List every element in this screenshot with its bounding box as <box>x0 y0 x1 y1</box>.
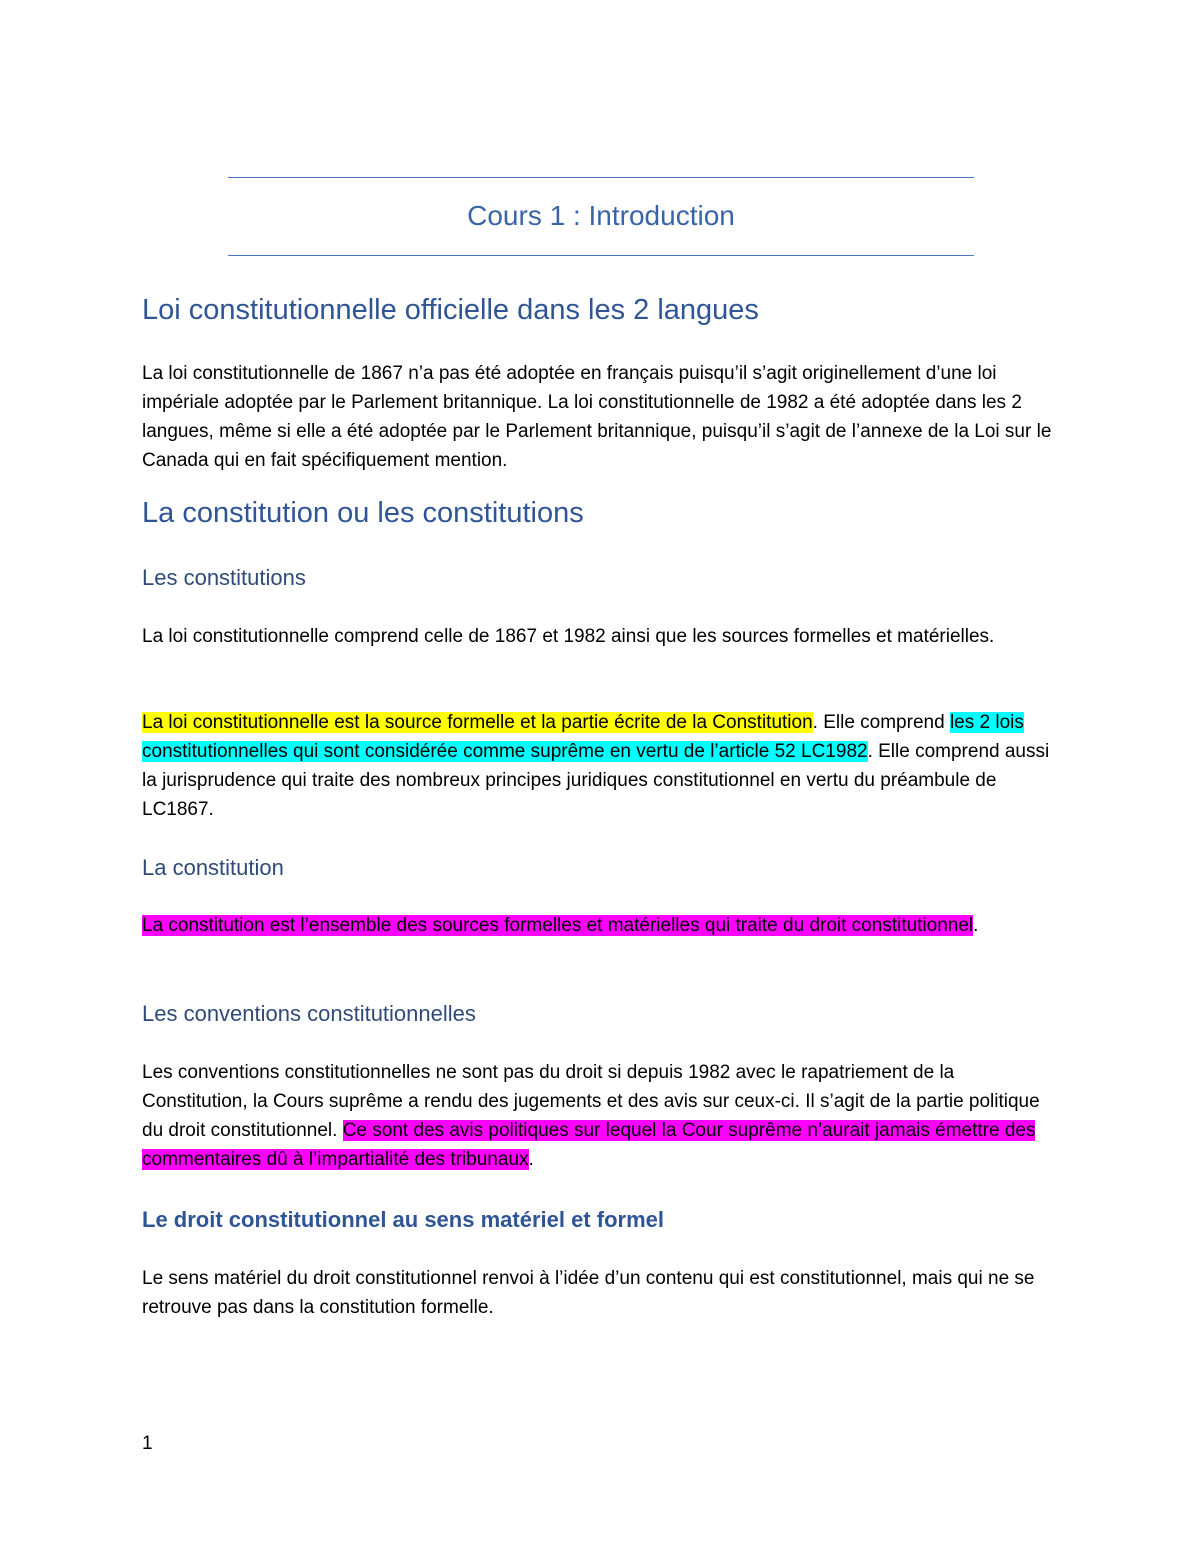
paragraph-text: . <box>528 1149 534 1170</box>
paragraph-la-constitution <box>142 911 1062 940</box>
paragraph-text: . Elle comprend <box>812 712 950 733</box>
highlight-magenta-text: La constitution est l’ensemble des sources formelles et matérielles qui traite du droit constitutionnel <box>142 915 974 936</box>
paragraph-text: . Elle comprend aussi la jurisprudence qui traite des nombreux principes juridiques constitutionnel en vertu du préambule de LC1867. <box>142 741 1050 820</box>
paragraph-droit-materiel-formel: Le sens matériel du droit constitutionnel renvoi à l’idée d’un contenu qui est constitutionnel, mais qui ne se retrouve pas dans la constitution formelle. <box>142 1268 1035 1318</box>
heading-droit-materiel-formel: Le droit constitutionnel au sens matériel et formel <box>142 1207 664 1232</box>
paragraph-les-constitutions-1: La loi constitutionnelle comprend celle de 1867 et 1982 ainsi que les sources formelles et matérielles. <box>142 626 995 647</box>
page-number: 1 <box>142 1433 153 1454</box>
highlight-yellow-text: La loi constitutionnelle est la source formelle et la partie écrite de la Constitution <box>142 712 813 733</box>
heading-loi-officielle: Loi constitutionnelle officielle dans les 2 langues <box>142 294 759 326</box>
title-top-rule <box>228 177 974 178</box>
heading-les-constitutions: Les constitutions <box>142 565 306 590</box>
heading-conventions-constitutionnelles: Les conventions constitutionnelles <box>142 1001 476 1026</box>
title-bottom-rule <box>228 255 974 256</box>
highlight-cyan-text: les 2 lois constitutionnelles qui sont considérée comme suprême en vertu de l’article 52 LC1982 <box>142 712 1024 762</box>
document-title: Cours 1 : Introduction <box>467 200 735 231</box>
highlight-magenta-text: Ce sont des avis politiques sur lequel la Cour suprême n’aurait jamais émettre des commentaires dû à l’impartialité des tribunaux <box>142 1120 1036 1170</box>
paragraph-les-constitutions-2 <box>142 708 1062 824</box>
heading-constitution-ou-constitutions: La constitution ou les constitutions <box>142 497 584 529</box>
paragraph-text: Les conventions constitutionnelles ne sont pas du droit si depuis 1982 avec le rapatriement de la Constitution, la Cours suprême a rendu des jugements et des avis sur ceux-ci. Il s’agit de la partie politique du droit constitutionnel. <box>142 1062 1040 1141</box>
paragraph-conventions <box>142 1058 1062 1174</box>
heading-la-constitution: La constitution <box>142 855 284 880</box>
paragraph-text: . <box>973 915 979 936</box>
paragraph-loi-officielle: La loi constitutionnelle de 1867 n’a pas été adoptée en français puisqu’il s’agit originellement d’une loi impériale adoptée par le Parlement britannique. La loi constitutionnelle de 1982 a été adoptée dans les 2 langues, même si elle a été adoptée par le Parlement britannique, puisqu’il s’agit de l’annexe de la Loi sur le Canada qui en fait spécifiquement mention. <box>142 363 1052 471</box>
